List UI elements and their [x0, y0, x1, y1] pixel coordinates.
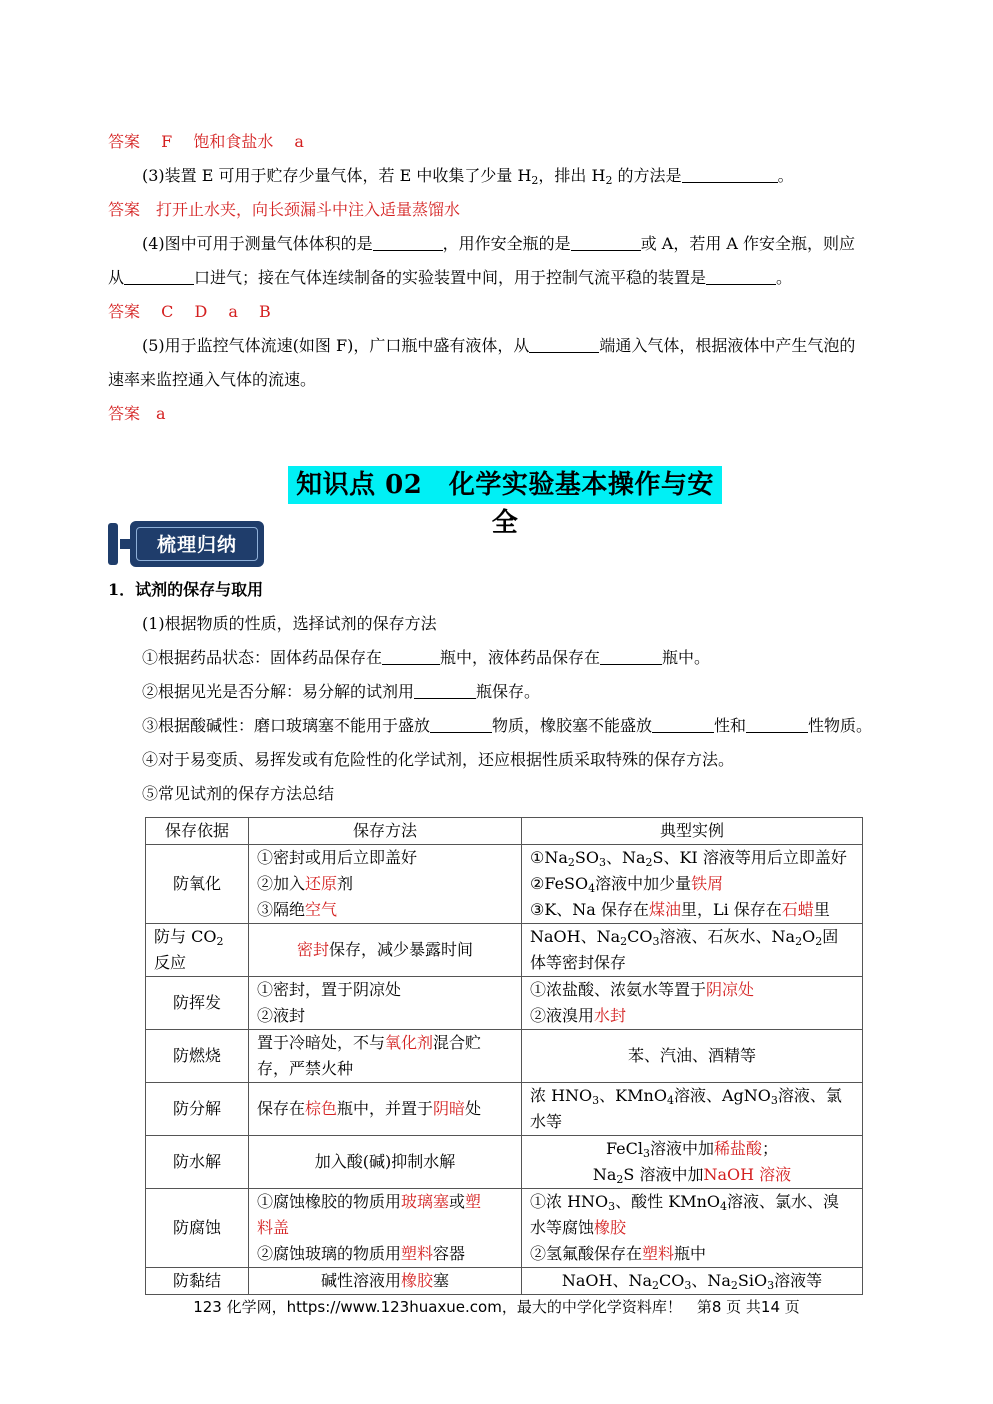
subscript: 2 [795, 935, 803, 948]
subscript: 3 [770, 1094, 778, 1107]
text: 的方法是 [612, 166, 682, 185]
text: 容器 [433, 1244, 466, 1263]
text: 氧化剂 [385, 1033, 434, 1052]
question-5 [142, 334, 855, 358]
text: ①根据药品状态：固体药品保存在 [142, 648, 383, 667]
text: 溶液中加 [650, 1139, 715, 1158]
table-header: 典型实例 [522, 818, 863, 845]
text: 塞 [433, 1271, 450, 1290]
table-cell: 防分解 [146, 1083, 249, 1136]
table-cell: 防水解 [146, 1136, 249, 1189]
text: 里，Li 保存在 [680, 900, 782, 919]
cell-line [530, 1003, 854, 1029]
badge-label: 梳理归纳 [136, 527, 258, 561]
text: ②液溴用 [530, 1006, 595, 1025]
section-title: 知识点 02 化学实验基本操作与安全 [288, 466, 722, 504]
text: 溶液中加少量 [595, 874, 692, 893]
text: 、酸性 KMnO [615, 1192, 721, 1211]
text: 保存在 [257, 1099, 306, 1118]
text: ； [762, 1139, 779, 1158]
text: 性物质。 [808, 716, 873, 735]
text: ③隔绝 [257, 900, 306, 919]
subscript: 2 [652, 1279, 660, 1292]
table-cell [522, 1268, 863, 1295]
cell-line [530, 871, 854, 897]
subscript: 2 [730, 1279, 738, 1292]
text: 、KMnO [599, 1086, 667, 1105]
text: 混合贮 [433, 1033, 482, 1052]
text: S 溶液中加 [623, 1165, 704, 1184]
text: ①浓 HNO [530, 1192, 609, 1211]
text: O [802, 927, 816, 946]
subscript: 3 [608, 1200, 616, 1213]
subscript: 3 [684, 1279, 692, 1292]
text: 瓶中 [674, 1244, 707, 1263]
text: S、KI 溶液等用后立即盖好 [652, 848, 847, 867]
cell-line [530, 845, 854, 871]
text: 置于冷暗处，不与 [257, 1033, 386, 1052]
cell-line: ①密封，置于阴凉处 [257, 980, 402, 999]
subscript: 3 [767, 1279, 775, 1292]
answer-line [108, 402, 166, 426]
table-cell [249, 1030, 522, 1083]
text: ，排出 H [538, 166, 606, 185]
subscript: 2 [620, 935, 628, 948]
cell-line [530, 977, 854, 1003]
table-row [146, 977, 863, 1030]
table-row [146, 1030, 863, 1083]
text: 溶液等 [774, 1271, 823, 1290]
table-cell: 防挥发 [146, 977, 249, 1030]
text: 密封 [296, 940, 329, 959]
table-row [146, 1268, 863, 1295]
text: 瓶中，液体药品保存在 [440, 648, 601, 667]
text: 水封 [594, 1006, 627, 1025]
text: ①浓盐酸、浓氨水等置于 [530, 980, 707, 999]
cell-line [257, 871, 513, 897]
summary-badge [108, 521, 264, 567]
cell-line [257, 1030, 513, 1056]
answer-part: 饱和食盐水 [193, 132, 274, 151]
text: ①Na [530, 848, 568, 867]
text: 碱性溶液用 [320, 1271, 401, 1290]
text: 或 [449, 1192, 466, 1211]
question-4 [142, 232, 855, 256]
text: NaOH、Na [530, 927, 621, 946]
table-cell: 防氧化 [146, 845, 249, 924]
text: ②腐蚀玻璃的物质用 [257, 1244, 402, 1263]
cell-line [530, 1241, 854, 1267]
text: 溶液、氯水、溴 [727, 1192, 840, 1211]
text: ②氢氟酸保存在 [530, 1244, 643, 1263]
text: 阴暗 [433, 1099, 466, 1118]
table-cell [522, 1189, 863, 1268]
question-5-cont: 速率来监控通入气体的流速。 [108, 370, 317, 389]
text: 防与 CO [154, 927, 217, 946]
text: 。 [777, 166, 794, 185]
text: 固 [822, 927, 839, 946]
text: 水等腐蚀 [530, 1218, 595, 1237]
text: 口进气；接在气体连续制备的实验装置中间，用于控制气流平稳的装置是 [194, 268, 707, 287]
table-header: 保存依据 [146, 818, 249, 845]
answer-label: 答案 [108, 200, 141, 219]
text: CO [659, 1271, 685, 1290]
text: 里 [813, 900, 830, 919]
table-cell [249, 1268, 522, 1295]
table-cell [146, 924, 249, 977]
answer-line [108, 130, 304, 154]
table-cell [522, 1083, 863, 1136]
badge-decoration [108, 523, 118, 565]
answer-part: C [161, 302, 174, 321]
text: ②根据见光是否分解：易分解的试剂用 [142, 682, 415, 701]
table-row [146, 1083, 863, 1136]
text: ②加入 [257, 874, 306, 893]
table-cell [249, 977, 522, 1030]
subscript: 2 [216, 935, 224, 948]
text: 端通入气体，根据液体中产生气泡的 [599, 336, 856, 355]
table-cell [522, 1136, 863, 1189]
text: SO [574, 848, 599, 867]
blank-line [382, 648, 440, 665]
cell-line [257, 1189, 513, 1215]
question-3 [142, 164, 794, 188]
answer-label: 答案 [108, 404, 141, 423]
cell-line: 反应 [154, 953, 187, 972]
cell-line [154, 924, 240, 950]
text: 性和 [714, 716, 747, 735]
table-cell: 防燃烧 [146, 1030, 249, 1083]
badge-decoration [120, 539, 130, 549]
table-row [146, 924, 863, 977]
text: 石蜡 [781, 900, 814, 919]
badge-box [130, 521, 264, 567]
answer-part: F [161, 132, 173, 151]
answer-part: a [228, 302, 238, 321]
subscript: 4 [666, 1094, 674, 1107]
answer-part: B [259, 302, 271, 321]
text: 塑料 [642, 1244, 675, 1263]
cell-line: ②液封 [257, 1006, 306, 1025]
blank-line [414, 682, 476, 699]
blank-line [652, 716, 714, 733]
text: ，用作安全瓶的是 [442, 234, 571, 253]
cell-line [530, 1189, 854, 1215]
text: 空气 [305, 900, 338, 919]
cell-line: 水等 [530, 1112, 563, 1131]
subscript: 3 [643, 1147, 650, 1160]
cell-line [257, 1241, 513, 1267]
cell-line: 料盖 [257, 1218, 290, 1237]
text: SiO [737, 1271, 768, 1290]
cell-line [257, 897, 513, 923]
subscript: 3 [652, 935, 660, 948]
cell-line [530, 1136, 854, 1162]
text: 溶液、氯 [777, 1086, 842, 1105]
answer-label: 答案 [108, 132, 141, 151]
subscript: 3 [598, 856, 606, 869]
text: 铁屑 [691, 874, 724, 893]
item [142, 714, 872, 738]
page-footer: 123 化学网，https://www.123huaxue.com，最大的中学化学资料库！ 第8 页 共14 页 [193, 1298, 800, 1316]
table-cell [249, 845, 522, 924]
text: 瓶中。 [662, 648, 711, 667]
text: 还原 [305, 874, 338, 893]
answer-line [108, 300, 271, 324]
answer-text: 打开止水夹，向长颈漏斗中注入适量蒸馏水 [156, 200, 461, 219]
answer-part: D [194, 302, 208, 321]
cell-line [530, 897, 854, 923]
table-cell: 防腐蚀 [146, 1189, 249, 1268]
heading: 1．试剂的保存与取用 [108, 580, 264, 599]
table-cell [249, 924, 522, 977]
text: 、Na [691, 1271, 731, 1290]
item: (1)根据物质的性质，选择试剂的保存方法 [142, 614, 437, 633]
question-4-cont [108, 266, 792, 290]
text: 从 [108, 268, 125, 287]
text: 塑料 [401, 1244, 434, 1263]
text: 阴凉处 [706, 980, 755, 999]
text: CO [627, 927, 653, 946]
text: 棕色 [305, 1099, 338, 1118]
table-cell [522, 924, 863, 977]
blank-line [600, 648, 662, 665]
table-cell [249, 1083, 522, 1136]
item [142, 680, 540, 704]
blank-line [746, 716, 808, 733]
blank-line [430, 716, 492, 733]
subscript: 2 [605, 174, 613, 187]
cell-line [530, 1162, 854, 1188]
table-cell: 加入酸(碱)抑制水解 [249, 1136, 522, 1189]
table-row [146, 845, 863, 924]
text: (4)图中可用于测量气体体积的是 [142, 234, 373, 253]
cell-line [530, 924, 854, 950]
text: 溶液、石灰水、Na [659, 927, 796, 946]
cell-line: 体等密封保存 [530, 953, 627, 972]
table-cell: 防黏结 [146, 1268, 249, 1295]
text: 稀盐酸 [714, 1139, 763, 1158]
table-cell: 苯、汽油、酒精等 [522, 1030, 863, 1083]
text: 处 [465, 1099, 482, 1118]
cell-line [530, 1215, 854, 1241]
text: ①腐蚀橡胶的物质用 [257, 1192, 402, 1211]
text: NaOH 溶液 [703, 1165, 792, 1184]
subscript: 4 [720, 1200, 728, 1213]
text: 橡胶 [594, 1218, 627, 1237]
text: NaOH、Na [561, 1271, 653, 1290]
text: 瓶中，并置于 [337, 1099, 434, 1118]
blank-line [529, 336, 599, 353]
text: Na [592, 1165, 617, 1184]
text: 浓 HNO [530, 1086, 593, 1105]
blank-line [571, 234, 641, 251]
table-row [146, 1136, 863, 1189]
text: 物质，橡胶塞不能盛放 [492, 716, 653, 735]
cell-line [530, 1083, 854, 1109]
blank-line [124, 268, 194, 285]
text: 玻璃塞 [401, 1192, 450, 1211]
answer-label: 答案 [108, 302, 141, 321]
cell-line: 存，严禁火种 [257, 1059, 354, 1078]
cell-line: ①密封或用后立即盖好 [257, 848, 418, 867]
text: (3)装置 E 可用于贮存少量气体，若 E 中收集了少量 H [142, 166, 532, 185]
text: FeCl [605, 1139, 643, 1158]
subscript: 2 [645, 856, 653, 869]
blank-line [682, 166, 778, 183]
text: 瓶保存。 [476, 682, 541, 701]
text: ③K、Na 保存在 [530, 900, 649, 919]
subscript: 4 [588, 882, 596, 895]
subscript: 2 [567, 856, 575, 869]
answer-line [108, 198, 460, 222]
storage-table [145, 817, 863, 1295]
subscript: 2 [531, 174, 539, 187]
text: 塑 [465, 1192, 482, 1211]
blank-line [706, 268, 776, 285]
answer-part: a [294, 132, 304, 151]
table-cell [249, 1189, 522, 1268]
subscript: 2 [815, 935, 823, 948]
text: 剂 [337, 874, 354, 893]
item: ⑤常见试剂的保存方法总结 [142, 784, 335, 803]
item [142, 646, 710, 670]
text: 保存，减少暴露时间 [329, 940, 474, 959]
blank-line [373, 234, 443, 251]
text: ②FeSO [530, 874, 589, 893]
text: 橡胶 [400, 1271, 433, 1290]
text: 。 [776, 268, 793, 287]
table-header-row [146, 818, 863, 845]
text: 溶液、AgNO [673, 1086, 771, 1105]
subscript: 3 [592, 1094, 600, 1107]
table-cell [522, 845, 863, 924]
table-cell [522, 977, 863, 1030]
text: (5)用于监控气体流速(如图 F)，广口瓶中盛有液体，从 [142, 336, 530, 355]
text: 、Na [605, 848, 646, 867]
table-header: 保存方法 [249, 818, 522, 845]
table-row [146, 1189, 863, 1268]
answer-text: a [156, 404, 166, 423]
text: ③根据酸碱性：磨口玻璃塞不能用于盛放 [142, 716, 431, 735]
text: 煤油 [648, 900, 681, 919]
text: 或 A，若用 A 作安全瓶，则应 [640, 234, 856, 253]
subscript: 2 [616, 1173, 624, 1186]
item: ④对于易变质、易挥发或有危险性的化学试剂，还应根据性质采取特殊的保存方法。 [142, 750, 735, 769]
